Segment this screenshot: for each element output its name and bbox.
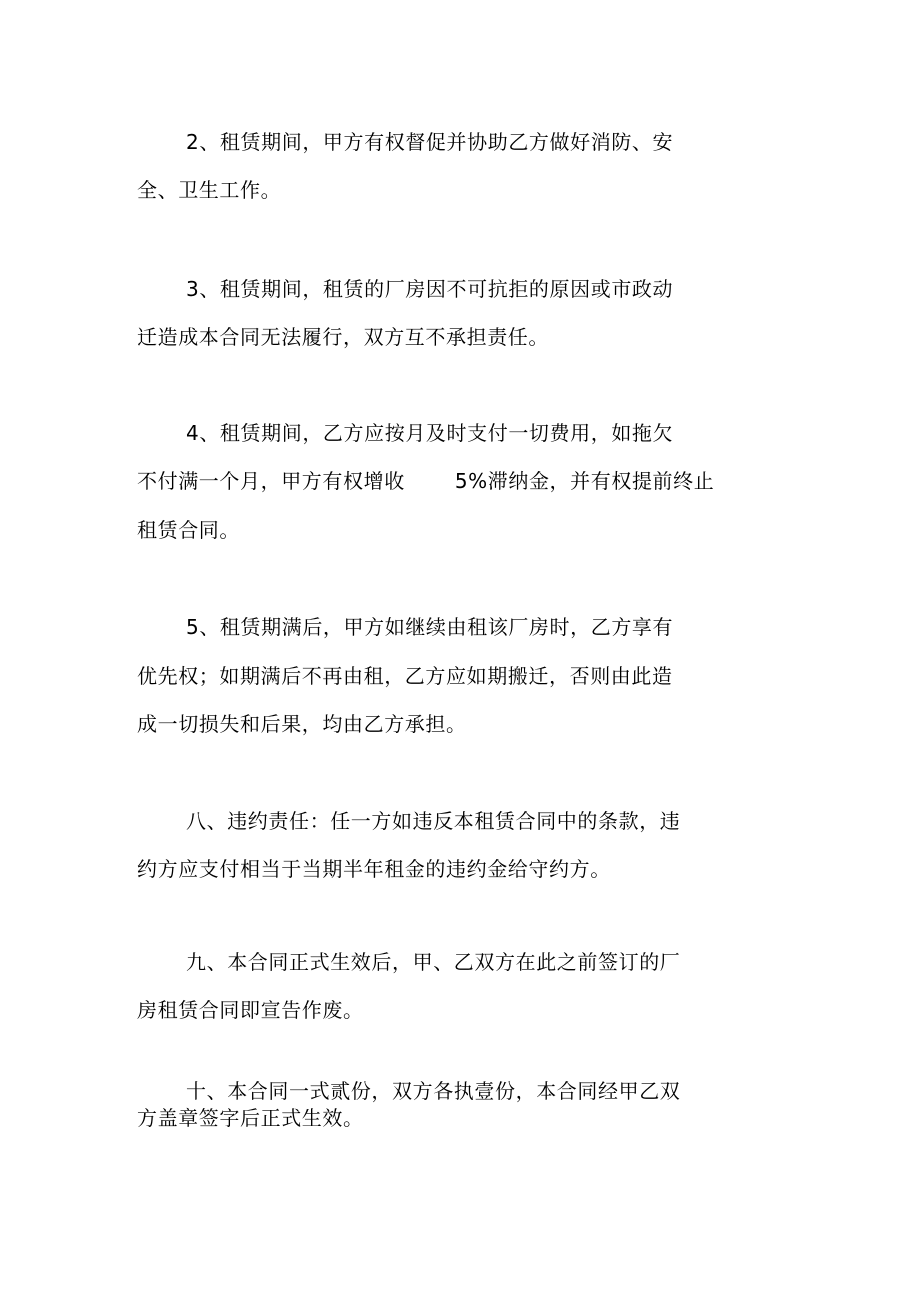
clause-4-line-3: 租赁合同。 [137, 518, 240, 542]
clause-4-line-2 [137, 469, 714, 493]
clause-5-line-2: 优先权；如期满后不再由租，乙方应如期搬迁，否则由此造 [137, 664, 673, 688]
clause-4-line-2-part-2: 5%滞纳金，并有权提前终止 [454, 469, 715, 493]
clause-3-line-2: 迁造成本合同无法履行，双方互不承担责任。 [137, 325, 549, 349]
clause-2-line-2: 全、卫生工作。 [137, 178, 282, 202]
clause-8-line-2: 约方应支付相当于当期半年租金的违约金给守约方。 [137, 857, 611, 881]
clause-5-line-1: 5、租赁期满后，甲方如继续由租该厂房时，乙方享有 [186, 615, 674, 639]
clause-8-line-1: 八、违约责任：任一方如违反本租赁合同中的条款，违 [186, 809, 681, 833]
clause-9-line-2: 房租赁合同即宣告作废。 [137, 998, 364, 1022]
clause-4-line-2-part-1: 不付满一个月，甲方有权增收 [137, 469, 405, 493]
clause-3-line-1: 3、租赁期间，租赁的厂房因不可抗拒的原因或市政动 [186, 277, 674, 301]
clause-9-line-1: 九、本合同正式生效后，甲、乙双方在此之前签订的厂 [186, 950, 681, 974]
clause-4-line-1: 4、租赁期间，乙方应按月及时支付一切费用，如拖欠 [186, 421, 674, 445]
clause-2-line-1: 2、租赁期间，甲方有权督促并协助乙方做好消防、安 [186, 130, 674, 154]
clause-5-line-3: 成一切损失和后果，均由乙方承担。 [137, 712, 467, 736]
clause-10-line-2: 方盖章签字后正式生效。 [137, 1106, 364, 1130]
clause-10-line-1: 十、本合同一式贰份，双方各执壹份，本合同经甲乙双 [186, 1079, 681, 1103]
